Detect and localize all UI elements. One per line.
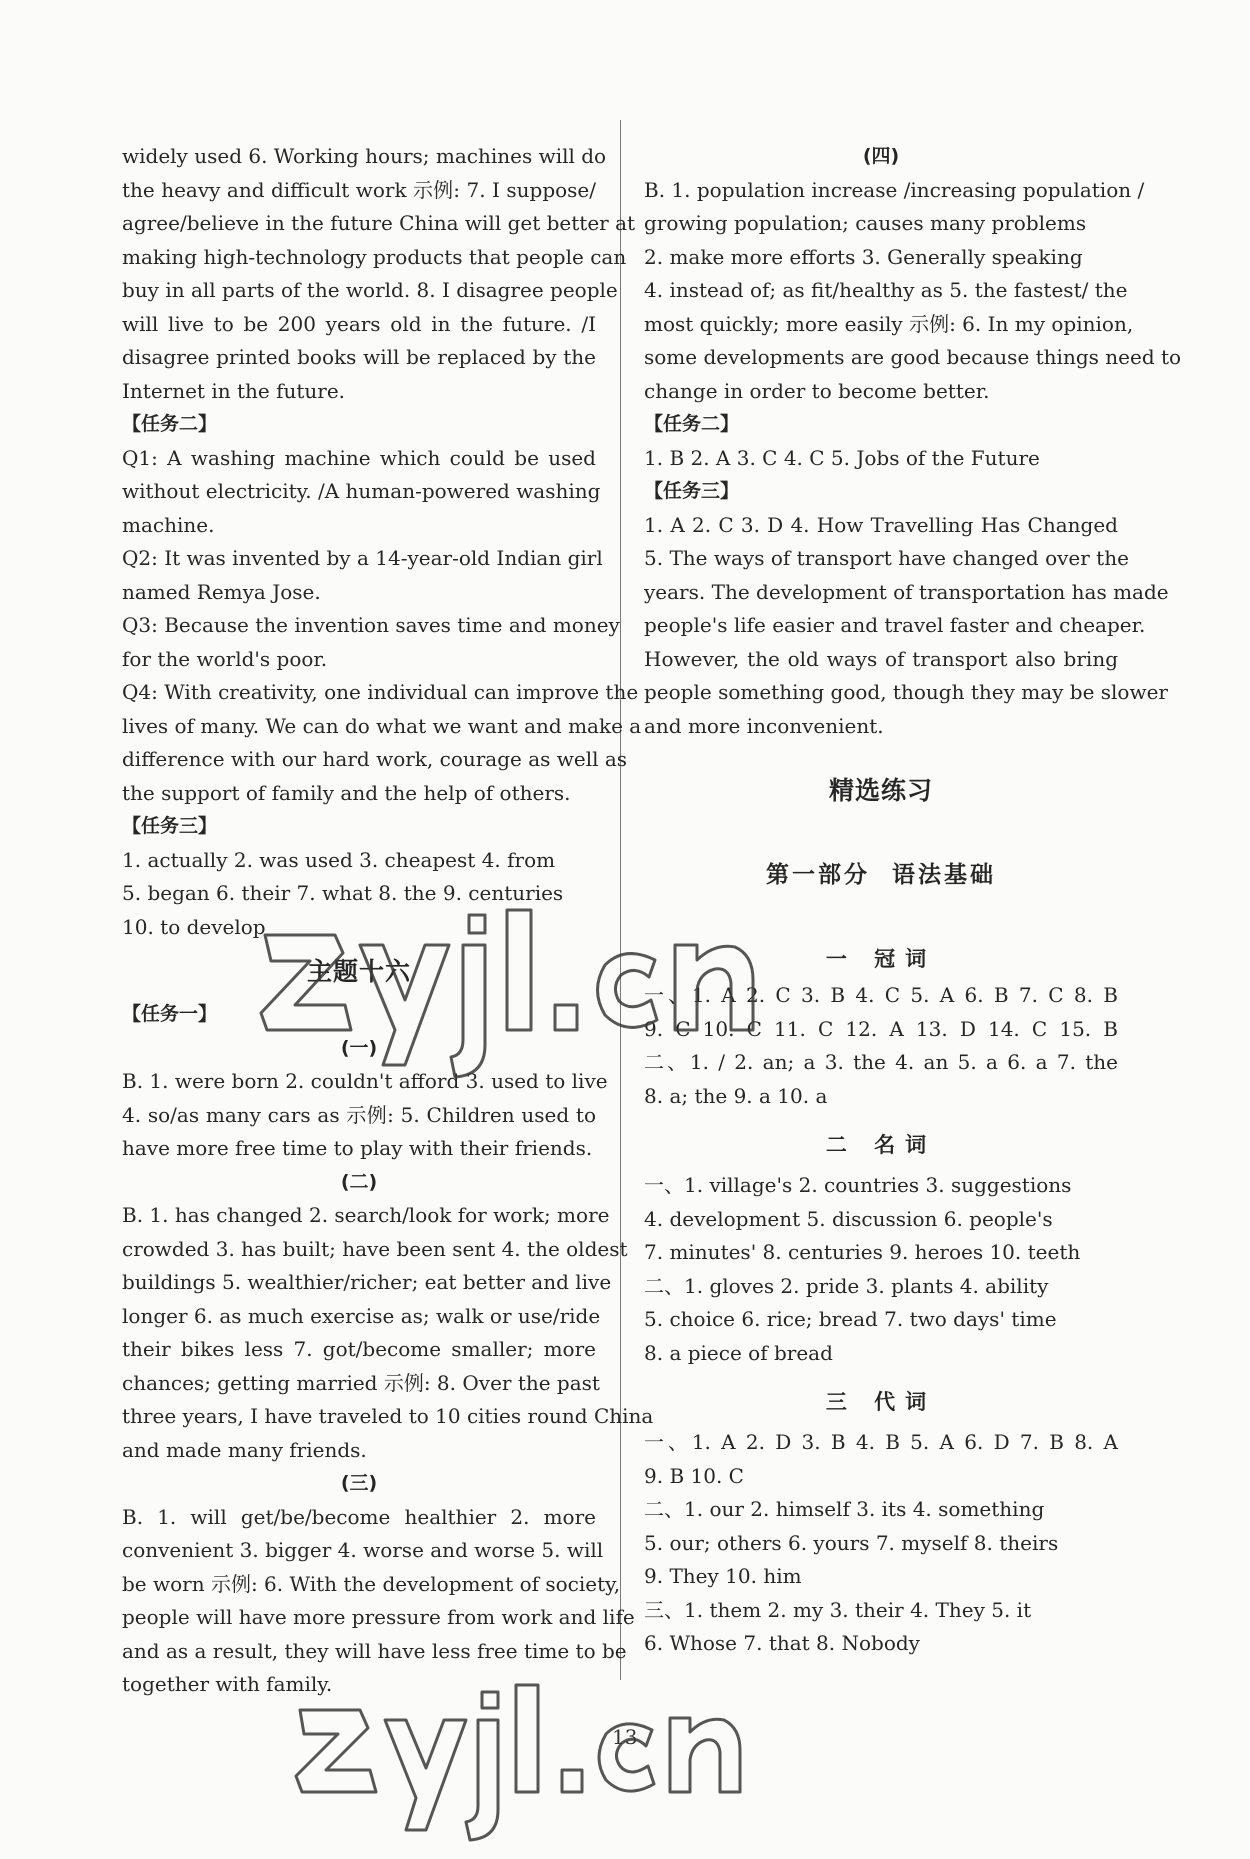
answer-line: people something good, though they may be slower (644, 680, 1168, 704)
text-line: the heavy and difficult work 示例: 7. I suppose/ (122, 177, 596, 202)
text-line: buy in all parts of the world. 8. I disagree people (122, 278, 618, 302)
answer-line: buildings 5. wealthier/richer; eat better and live (122, 1270, 612, 1294)
text-line: will live to be 200 years old in the future. /I (122, 311, 596, 336)
answer-line: 5. The ways of transport have changed over the (644, 546, 1129, 570)
answer-q4: lives of many. We can do what we want and make a (122, 713, 642, 738)
text-line: making high-technology products that people can (122, 244, 627, 269)
answer-q1: machine. (122, 512, 215, 537)
answer-line: 6. Whose 7. that 8. Nobody (644, 1631, 920, 1655)
section-marker: (三) (340, 1472, 378, 1494)
section-marker: (四) (862, 145, 900, 167)
answer-line: chances; getting married 示例: 8. Over the past (122, 1370, 600, 1395)
answer-line: 8. a piece of bread (644, 1340, 833, 1365)
answer-line: B. 1. has changed 2. search/look for work; more (122, 1203, 610, 1227)
answer-q1: Q1: A washing machine which could be used (122, 445, 596, 470)
task1-heading: 【任务一】 (122, 1003, 218, 1025)
practice-title: 精选练习 (828, 776, 933, 805)
answer-line: 1. B 2. A 3. C 4. C 5. Jobs of the Future (644, 445, 1040, 470)
nouns-title: 二 名词 (825, 1133, 937, 1157)
answer-line: some developments are good because things need to (644, 345, 1182, 369)
answer-line: 4. development 5. discussion 6. people's (644, 1206, 1053, 1231)
answer-line: their bikes less 7. got/become smaller; more (122, 1337, 596, 1361)
answer-line: 4. instead of; as fit/healthy as 5. the fastest/ the (644, 278, 1128, 302)
part1-title: 第一部分 语法基础 (765, 862, 996, 888)
answer-line: 一、1. village's 2. countries 3. suggestions (644, 1173, 1072, 1197)
answer-line: years. The development of transportation has made (644, 579, 1169, 604)
answer-line: 2. make more efforts 3. Generally speaking (644, 244, 1083, 269)
answer-line: 二、1. / 2. an; a 3. the 4. an 5. a 6. a 7. the (644, 1050, 1118, 1074)
answer-line: 8. a; the 9. a 10. a (644, 1083, 828, 1108)
text-line: Internet in the future. (122, 378, 346, 403)
answer-line: 1. actually 2. was used 3. cheapest 4. from (122, 847, 556, 872)
answer-line: 5. our; others 6. yours 7. myself 8. theirs (644, 1530, 1059, 1555)
answer-line: change in order to become better. (644, 378, 990, 403)
section-marker: (一) (340, 1036, 378, 1059)
answer-line: B. 1. population increase /increasing population / (644, 177, 1145, 202)
watermark-graphic (290, 1680, 770, 1850)
text-line: agree/believe in the future China will get better at (122, 211, 636, 235)
answer-q2: Q2: It was invented by a 14-year-old Indian girl (122, 546, 603, 570)
answer-line: B. 1. will get/be/become healthier 2. more (122, 1504, 596, 1529)
answer-line: 9. B 10. C (644, 1463, 744, 1488)
answer-line: be worn 示例: 6. With the development of society, (122, 1571, 621, 1596)
answer-line: 5. began 6. their 7. what 8. the 9. centuries (122, 881, 564, 905)
articles-title: 一 冠词 (825, 947, 937, 971)
answer-q4: difference with our hard work, courage as well as (122, 747, 628, 771)
answer-line: have more free time to play with their friends. (122, 1136, 593, 1160)
answer-line: B. 1. were born 2. couldn't afford 3. used to live (122, 1069, 608, 1093)
answer-line: 7. minutes' 8. centuries 9. heroes 10. teeth (644, 1240, 1081, 1264)
task2-heading: 【任务二】 (644, 413, 740, 435)
answer-line: 1. A 2. C 3. D 4. How Travelling Has Changed (644, 512, 1118, 537)
answer-line: crowded 3. has built; have been sent 4. the oldest (122, 1236, 628, 1261)
answer-q2: named Remya Jose. (122, 579, 321, 604)
answer-line: and made many friends. (122, 1437, 367, 1462)
answer-line: 4. so/as many cars as 示例: 5. Children used to (122, 1102, 596, 1127)
text-line: widely used 6. Working hours; machines will do (122, 144, 607, 168)
text-line: disagree printed books will be replaced by the (122, 345, 596, 369)
answer-line: most quickly; more easily 示例: 6. In my opinion, (644, 311, 1134, 336)
right-column (644, 140, 1182, 1661)
task3-heading: 【任务三】 (122, 815, 218, 837)
answer-q4: Q4: With creativity, one individual can improve the (122, 680, 639, 704)
section-marker: (二) (340, 1170, 378, 1193)
answer-line: 9. C 10. C 11. C 12. A 13. D 14. C 15. B (644, 1016, 1118, 1041)
answer-q1: without electricity. /A human-powered washing (122, 479, 601, 503)
pronouns-title: 三 代词 (825, 1390, 937, 1414)
answer-line: convenient 3. bigger 4. worse and worse 5. will (122, 1538, 604, 1562)
answer-line: growing population; causes many problems (644, 211, 1087, 235)
answer-line: 10. to develop (122, 914, 266, 939)
left-column (122, 140, 654, 1702)
answer-q4: the support of family and the help of others. (122, 780, 571, 805)
answer-q3: Q3: Because the invention saves time and money (122, 613, 620, 637)
answer-line: people's life easier and travel faster and cheaper. (644, 613, 1146, 637)
task2-heading: 【任务二】 (122, 413, 218, 435)
theme-heading: 主题十六 (306, 957, 411, 986)
answer-line: 一、1. A 2. D 3. B 4. B 5. A 6. D 7. B 8. A (644, 1430, 1118, 1454)
page-number: 13 (612, 1725, 638, 1749)
answer-line: However, the old ways of transport also bring (644, 646, 1118, 671)
task3-heading: 【任务三】 (644, 480, 740, 502)
column-divider (620, 120, 621, 1680)
answer-line: together with family. (122, 1672, 333, 1696)
answer-q3: for the world's poor. (122, 646, 328, 671)
answer-line: and as a result, they will have less free time to be (122, 1638, 627, 1663)
answer-line: 二、1. our 2. himself 3. its 4. something (644, 1497, 1045, 1521)
answer-line: people will have more pressure from work and life (122, 1605, 635, 1629)
answer-line: 三、1. them 2. my 3. their 4. They 5. it (644, 1597, 1032, 1622)
answer-line: and more inconvenient. (644, 713, 884, 738)
answer-line: 5. choice 6. rice; bread 7. two days' time (644, 1307, 1057, 1331)
answer-line: three years, I have traveled to 10 cities round China (122, 1404, 654, 1428)
answer-line: 9. They 10. him (644, 1564, 802, 1588)
answer-line: longer 6. as much exercise as; walk or use/ride (122, 1303, 601, 1328)
answer-line: 二、1. gloves 2. pride 3. plants 4. ability (644, 1273, 1049, 1298)
answer-line: 一、1. A 2. C 3. B 4. C 5. A 6. B 7. C 8. B (644, 983, 1118, 1007)
